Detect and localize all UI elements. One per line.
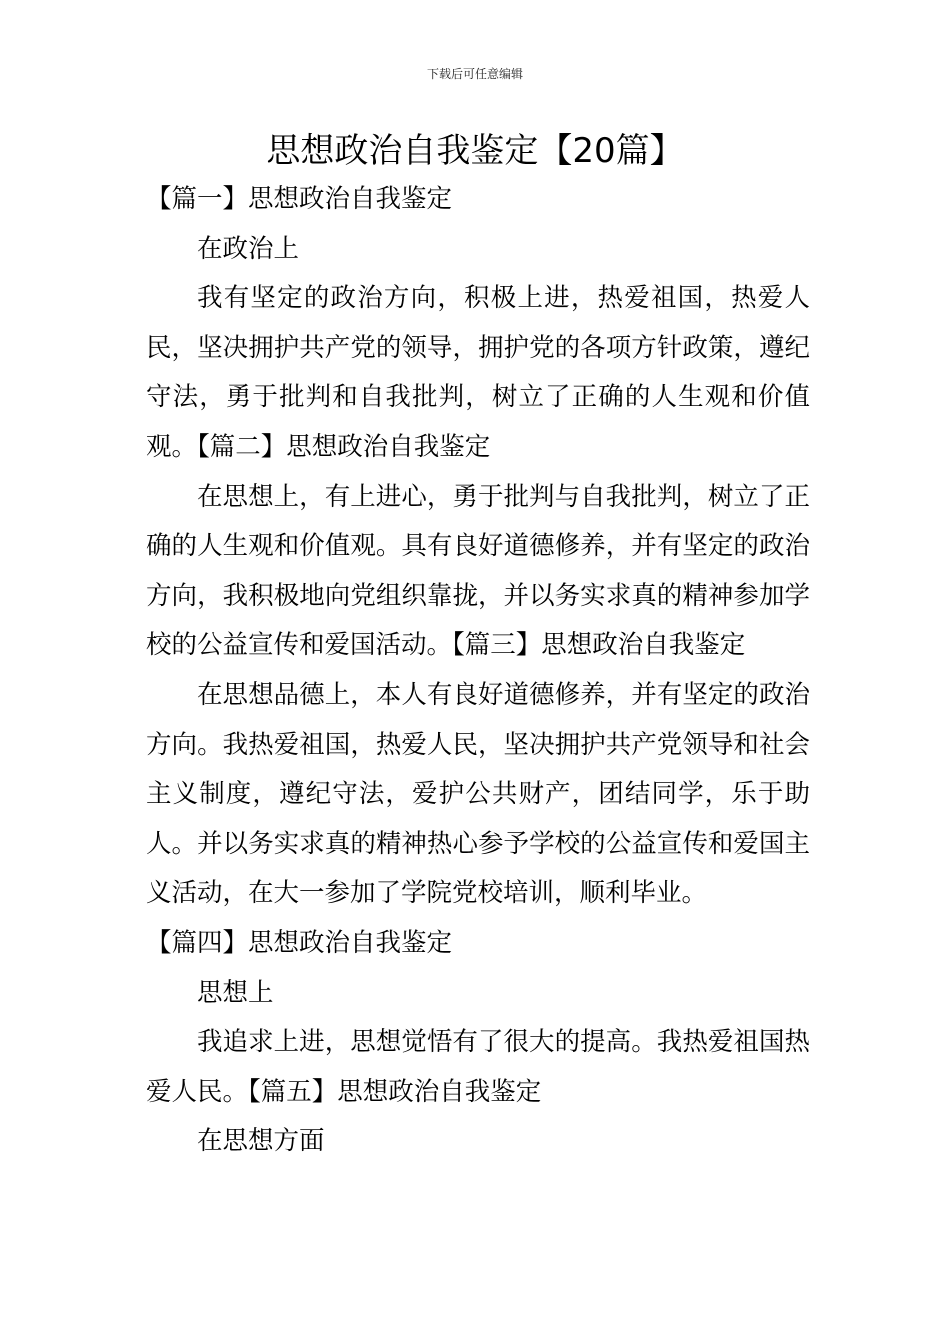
paragraph: 在政治上	[197, 233, 300, 264]
document-title: 思想政治自我鉴定【20篇】	[266, 131, 684, 171]
header-note: 下载后可任意编辑	[426, 67, 523, 81]
document-body	[146, 175, 810, 1167]
paragraph: 【篇四】思想政治自我鉴定	[146, 927, 453, 958]
paragraph: 我有坚定的政治方向，积极上进，热爱祖国，热爱人民，坚决拥护共产党的领导，拥护党的各项方针政策，遵纪守法，勇于批判和自我批判，树立了正确的人生观和价值观。【篇二】思想政治自我鉴定	[146, 283, 810, 462]
paragraph: 在思想方面	[197, 1126, 325, 1157]
paragraph: 在思想上，有上进心，勇于批判与自我批判，树立了正确的人生观和价值观。具有良好道德修养，并有坚定的政治方向，我积极地向党组织靠拢，并以务实求真的精神参加学校的公益宣传和爱国活动。【篇三】思想政治自我鉴定	[146, 481, 810, 661]
paragraph: 我追求上进，思想觉悟有了很大的提高。我热爱祖国热爱人民。【篇五】思想政治自我鉴定	[146, 1027, 810, 1107]
paragraph: 思想上	[197, 977, 274, 1008]
paragraph: 【篇一】思想政治自我鉴定	[146, 184, 453, 214]
paragraph: 在思想品德上，本人有良好道德修养，并有坚定的政治方向。我热爱祖国，热爱人民，坚决拥护共产党领导和社会主义制度，遵纪守法，爱护公共财产，团结同学，乐于助人。并以务实求真的精神热心参予学校的公益宣传和爱国主义活动，在大一参加了学院党校培训，顺利毕业。	[146, 679, 810, 909]
